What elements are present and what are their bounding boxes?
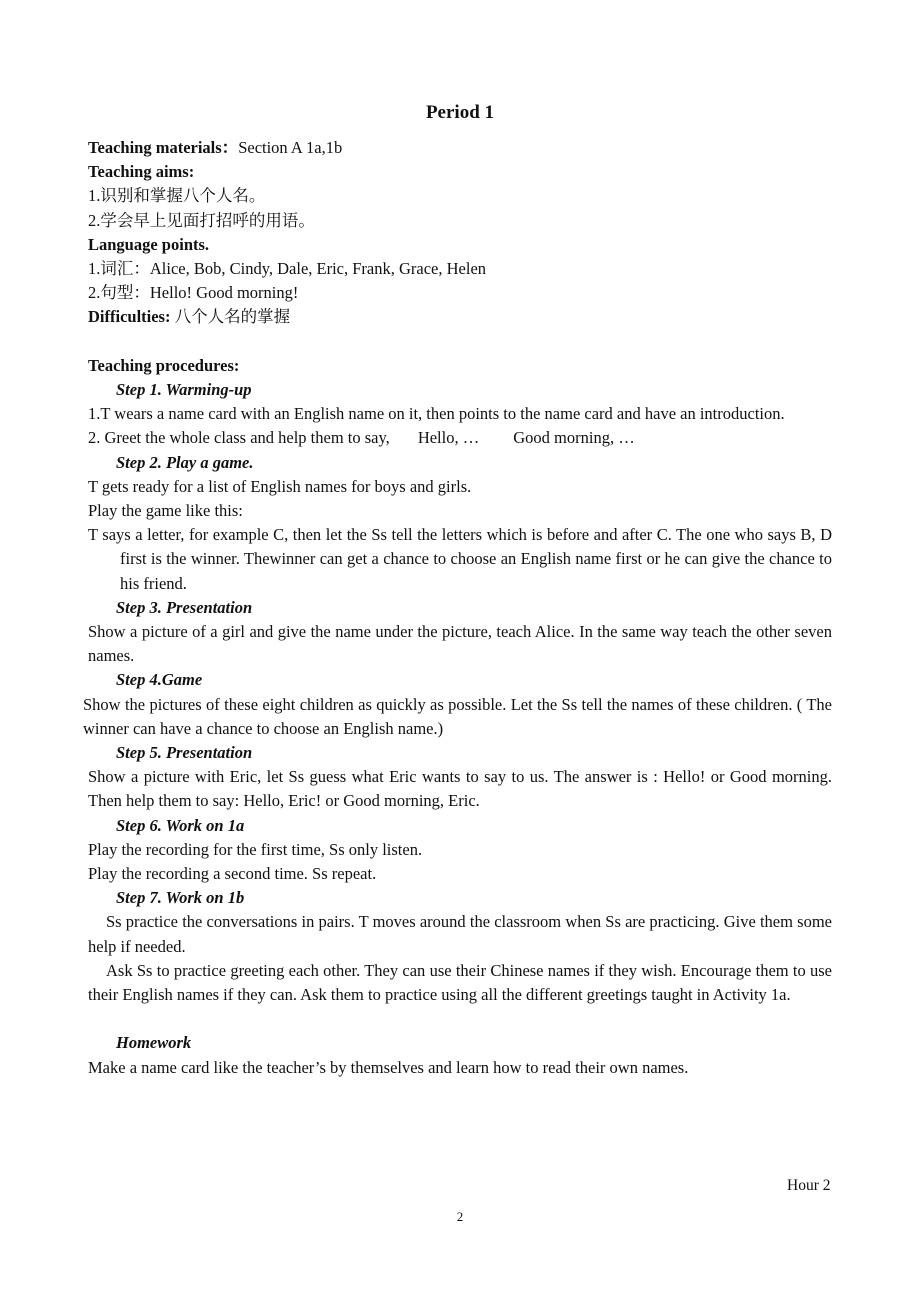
step1-paragraph-1: 1.T wears a name card with an English name on it, then points to the name card and have an introduction. xyxy=(88,404,785,424)
step4-title: Step 4.Game xyxy=(116,670,203,690)
difficulties-label: Difficulties: xyxy=(88,307,171,327)
step2-paragraph-1: T gets ready for a list of English names for boys and girls. xyxy=(88,476,472,496)
materials-label: Teaching materials： xyxy=(88,138,239,157)
step2-paragraph-2: Play the game like this: xyxy=(88,501,243,521)
step4-paragraph-1: Show the pictures of these eight children as quickly as possible. Let the Ss tell the names of these children. ( The winner can have a chance to choose an English name.) xyxy=(83,694,832,738)
step6-title: Step 6. Work on 1a xyxy=(116,815,245,835)
aim-item-2: 2.学会早上见面打招呼的用语。 xyxy=(88,210,315,230)
step2-title: Step 2. Play a game. xyxy=(116,452,254,472)
aims-label: Teaching aims: xyxy=(88,162,195,182)
homework-title: Homework xyxy=(116,1033,192,1053)
aim-item-1: 1.识别和掌握八个人名。 xyxy=(88,186,266,206)
step5-paragraph-1: Show a picture with Eric, let Ss guess what Eric wants to say to us. The answer is : Hello! or Good morning. Then help them to say: Hello, Eric! or Good morning, Eric. xyxy=(88,767,832,811)
step7-paragraph-1: Ss practice the conversations in pairs. T moves around the classroom when Ss are practicing. Give them some help if needed. xyxy=(88,912,832,956)
step6-paragraph-2: Play the recording a second time. Ss repeat. xyxy=(88,864,377,884)
step7-paragraph-2: Ask Ss to practice greeting each other. They can use their Chinese names if they wish. Encourage them to use their English names if they can. Ask them to practice using all the different greetings taught in Activity 1a. xyxy=(88,960,832,1005)
step1-title: Step 1. Warming-up xyxy=(116,380,252,400)
lesson-body xyxy=(83,136,832,1080)
step1-p2-text: 2. Greet the whole class and help them to say, xyxy=(88,428,390,448)
step6-paragraph-1: Play the recording for the first time, Ss only listen. xyxy=(88,839,423,859)
procedures-label: Teaching procedures: xyxy=(88,355,240,375)
step3-paragraph-1: Show a picture of a girl and give the name under the picture, teach Alice. In the same way teach the other seven names. xyxy=(88,622,832,666)
step5-title: Step 5. Presentation xyxy=(116,743,253,763)
homework-paragraph-1: Make a name card like the teacher’s by themselves and learn how to read their own names. xyxy=(88,1057,689,1077)
language-points-label: Language points. xyxy=(88,234,210,254)
step2-paragraph-3: T says a letter, for example C, then let the Ss tell the letters which is before and after C. The one who says B, D first is the winner. Thewinner can get a chance to choose an English name first or he can give the chance to his friend. xyxy=(88,525,832,593)
difficulties-value: 八个人名的掌握 xyxy=(170,307,291,327)
step3-title: Step 3. Presentation xyxy=(116,597,253,617)
step7-title: Step 7. Work on 1b xyxy=(116,888,245,908)
page-title: Period 1 xyxy=(425,102,495,123)
difficulties-line xyxy=(88,305,832,329)
materials-line xyxy=(88,136,832,160)
materials-value: Section A 1a,1b xyxy=(238,138,343,157)
page-number: 2 xyxy=(456,1209,464,1224)
vocab-line: 1.词汇：Alice, Bob, Cindy, Dale, Eric, Frank, Grace, Helen xyxy=(88,259,487,279)
footer-hour: Hour 2 xyxy=(787,1177,831,1194)
step1-paragraph-2 xyxy=(88,426,832,450)
sentence-line: 2.句型：Hello! Good morning! xyxy=(88,283,299,303)
step1-p2-morning: Good morning, … xyxy=(513,428,635,448)
step1-p2-hello: Hello, … xyxy=(417,428,480,448)
